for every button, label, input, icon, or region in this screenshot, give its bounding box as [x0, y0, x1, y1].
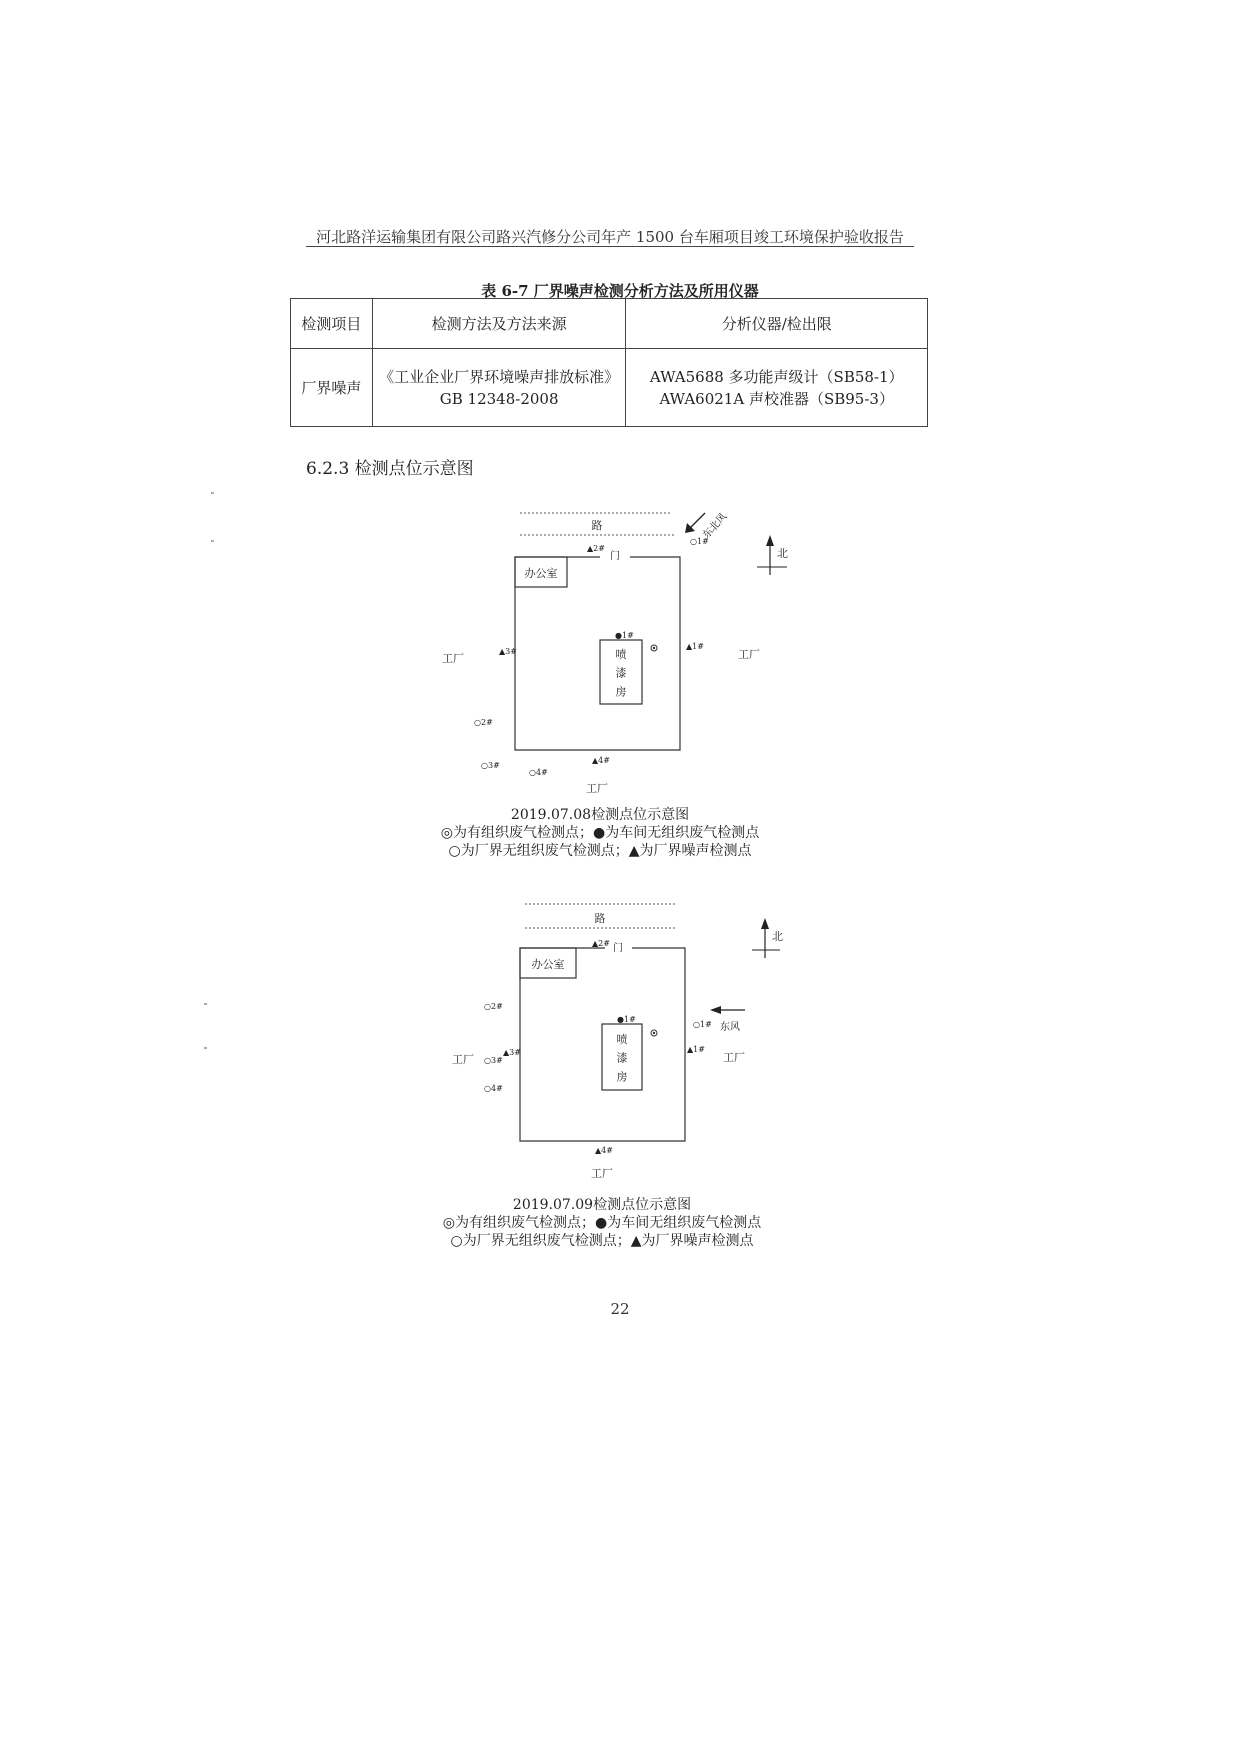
method-line: GB 12348-2008: [439, 389, 559, 408]
unorganized-point-4: ○4#: [529, 768, 548, 777]
workshop-point-1: ●1#: [615, 631, 634, 640]
wind-arrow: [710, 1006, 745, 1033]
north-indicator: [752, 918, 783, 958]
office-building: [520, 948, 576, 978]
noise-point-2: ▲2#: [587, 544, 605, 553]
monitoring-diagram-2: [440, 898, 800, 1198]
table-cell-method: [372, 349, 626, 427]
noise-point-3: ▲3#: [499, 647, 517, 656]
instrument-line: AWA6021A 声校准器（SB95-3）: [659, 389, 894, 408]
office-building: [515, 557, 567, 587]
paint-room: [600, 640, 642, 704]
organized-exhaust-point: [651, 1030, 657, 1036]
unorganized-point-3: ○3#: [484, 1056, 503, 1065]
section-title: 6.2.3 检测点位示意图: [306, 459, 474, 479]
column-header: 分析仪器/检出限: [626, 299, 928, 349]
table-cell-item: 厂界噪声: [291, 349, 373, 427]
header-rule: [306, 246, 914, 247]
paint-room: [602, 1024, 642, 1090]
road-label: 路: [591, 519, 603, 532]
factory-left-label: 工厂: [452, 1053, 474, 1066]
scan-speck: [211, 540, 214, 542]
wind-label: 东风: [720, 1022, 740, 1033]
unorganized-point-2: ○2#: [484, 1002, 503, 1011]
scan-speck: [211, 492, 214, 494]
noise-point-4: ▲4#: [595, 1146, 613, 1155]
office-label: 办公室: [531, 958, 565, 971]
instrument-line: AWA5688 多功能声级计（SB58-1）: [649, 367, 904, 386]
diagram-1-caption-block: [390, 806, 810, 860]
north-label: 北: [772, 930, 783, 943]
diagram-2-legend-line: ○为厂界无组织废气检测点；▲为厂界噪声检测点: [450, 1233, 754, 1249]
workshop-point-1: ●1#: [617, 1015, 636, 1024]
scan-speck: [204, 1047, 207, 1049]
noise-point-2: ▲2#: [592, 939, 610, 948]
method-table: [290, 298, 928, 427]
factory-left-label: 工厂: [442, 652, 464, 665]
north-label: 北: [777, 547, 788, 560]
diagram-1-legend-line: ◎为有组织废气检测点；●为车间无组织废气检测点: [440, 825, 760, 841]
diagram-2-legend-line: ◎为有组织废气检测点；●为车间无组织废气检测点: [442, 1215, 762, 1231]
north-indicator: [757, 535, 788, 575]
road: [525, 904, 675, 928]
factory-right-label: 工厂: [723, 1051, 745, 1064]
factory-bottom-label: 工厂: [591, 1167, 613, 1180]
unorganized-point-1: ○1#: [690, 537, 709, 546]
report-header-title: 河北路洋运输集团有限公司路兴汽修分公司年产 1500 台车厢项目竣工环境保护验收报告: [316, 228, 904, 246]
road: [520, 513, 675, 535]
organized-exhaust-point: [651, 645, 657, 651]
diagram-2-caption: 2019.07.09检测点位示意图: [512, 1197, 692, 1213]
unorganized-point-3: ○3#: [481, 761, 500, 770]
table-cell-instrument: [626, 349, 928, 427]
office-label: 办公室: [524, 567, 558, 580]
scan-speck: [204, 1003, 207, 1005]
monitoring-diagram-1: [440, 505, 800, 805]
column-header: 检测项目: [291, 299, 373, 349]
table-row: [291, 349, 928, 427]
factory-right-label: 工厂: [738, 648, 760, 661]
method-line: 《工业企业厂界环境噪声排放标准》: [379, 367, 620, 386]
diagram-1-legend-line: ○为厂界无组织废气检测点；▲为厂界噪声检测点: [448, 843, 752, 859]
gate-label: 门: [613, 943, 623, 954]
unorganized-point-1: ○1#: [693, 1020, 712, 1029]
unorganized-point-4: ○4#: [484, 1084, 503, 1093]
paint-room-label: 喷漆房: [615, 648, 627, 699]
noise-point-4: ▲4#: [592, 756, 610, 765]
diagram-2-caption-block: [392, 1196, 812, 1250]
noise-point-1: ▲1#: [686, 642, 704, 651]
paint-room-label: 喷漆房: [616, 1033, 628, 1084]
noise-point-3: ▲3#: [503, 1048, 521, 1057]
diagram-1-caption: 2019.07.08检测点位示意图: [510, 807, 690, 823]
noise-point-1: ▲1#: [687, 1045, 705, 1054]
factory-bottom-label: 工厂: [586, 782, 608, 795]
road-label: 路: [594, 912, 606, 925]
unorganized-point-2: ○2#: [474, 718, 493, 727]
column-header: 检测方法及方法来源: [372, 299, 626, 349]
table-header-row: [291, 299, 928, 349]
gate-label: 门: [610, 551, 620, 562]
wind-label: 东北风: [701, 511, 730, 542]
table-caption: 表 6-7 厂界噪声检测分析方法及所用仪器: [481, 282, 759, 300]
page-number: 22: [610, 1300, 630, 1318]
